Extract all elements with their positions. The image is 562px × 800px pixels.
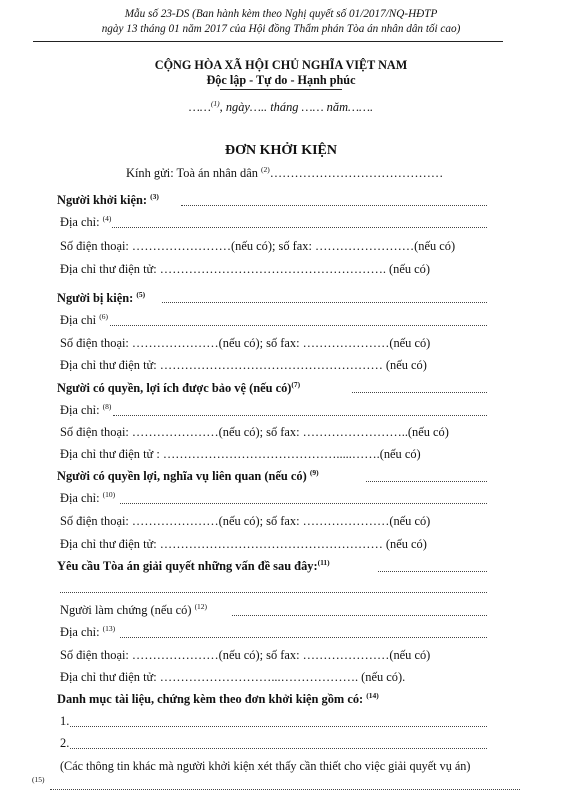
protected-heading-text: Người có quyền, lợi ích được bảo vệ (nếu có): [57, 381, 292, 395]
request-heading: [57, 559, 330, 574]
related-address-ref: (10): [102, 489, 116, 499]
request-fill-2[interactable]: [60, 592, 487, 593]
plaintiff-address-fill[interactable]: [112, 227, 487, 228]
protected-heading: [57, 381, 300, 396]
defendant-heading: [57, 291, 145, 306]
witness-fill[interactable]: [232, 615, 487, 616]
plaintiff-fill[interactable]: [181, 205, 487, 206]
page-title: ĐƠN KHỞI KIỆN: [224, 143, 337, 158]
protected-fill[interactable]: [352, 392, 487, 393]
other-info-fill[interactable]: [50, 789, 520, 790]
plaintiff-email-line: Địa chỉ thư điện tử: ………………………………………………. (nếu có): [60, 262, 430, 276]
related-ref: (9): [309, 467, 319, 477]
related-email-line: Địa chỉ thư điện tử: ……………………………………………… (nếu có): [60, 537, 427, 551]
plaintiff-address-text: Địa chỉ:: [60, 215, 103, 229]
related-heading-text: Người có quyền lợi, nghĩa vụ liên quan (nếu có): [57, 469, 310, 483]
witness-address-fill[interactable]: [120, 637, 487, 638]
other-info-line: (Các thông tin khác mà người khởi kiện xét thấy cần thiết cho việc giải quyết vụ án): [60, 759, 471, 773]
other-info-ref: (15): [32, 775, 45, 784]
witness-phone-line: Số điện thoại: …………………(nếu có); số fax: …………………(nếu có): [60, 648, 431, 662]
witness-address-label: [60, 625, 115, 640]
request-heading-text: Yêu cầu Tòa án giải quyết những vấn đề sau đây:: [57, 559, 318, 573]
slogan-underline: [220, 89, 342, 90]
country-name: CỘNG HÒA XÃ HỘI CHỦ NGHĨA VIỆT NAM: [154, 58, 408, 72]
related-fill[interactable]: [366, 481, 487, 482]
witness-heading: [60, 603, 207, 618]
header-rule: [33, 41, 503, 42]
defendant-phone-line: Số điện thoại: …………………(nếu có); số fax: …………………(nếu có): [60, 336, 431, 350]
protected-address-fill[interactable]: [113, 415, 487, 416]
defendant-address-text: Địa chỉ: [60, 313, 100, 327]
plaintiff-heading: [57, 193, 159, 208]
related-address-fill[interactable]: [120, 503, 487, 504]
documents-heading: [57, 692, 379, 707]
witness-address-text: Địa chỉ:: [60, 625, 103, 639]
defendant-ref: (5): [136, 289, 146, 299]
recipient-dots: ……………………………………: [269, 166, 444, 180]
protected-address-label: [60, 403, 111, 418]
request-ref: (11): [317, 557, 330, 567]
plaintiff-heading-text: Người khởi kiện:: [57, 193, 151, 207]
protected-ref: (7): [291, 379, 301, 389]
related-phone-line: Số điện thoại: …………………(nếu có); số fax: …………………(nếu có): [60, 514, 431, 528]
defendant-address-fill[interactable]: [110, 325, 487, 326]
document-item-2-fill[interactable]: [70, 748, 487, 749]
issuance-line: ngày 13 tháng 01 năm 2017 của Hội đồng Thẩm phán Tòa án nhân dân tối cao): [101, 23, 461, 35]
recipient-label: Kính gửi: Toà án nhân dân: [126, 166, 262, 180]
document-item-1-fill[interactable]: [70, 726, 487, 727]
date-location-dots: ……: [188, 100, 211, 114]
defendant-address-ref: (6): [99, 311, 108, 321]
recipient-ref: (2): [261, 164, 270, 174]
document-item-1: 1.: [60, 714, 70, 728]
plaintiff-phone-line: Số điện thoại: ……………………(nếu có); số fax: ……………………(nếu có): [60, 239, 456, 253]
plaintiff-address-ref: (4): [102, 213, 112, 223]
protected-address-text: Địa chỉ:: [60, 403, 103, 417]
related-address-label: [60, 491, 115, 506]
national-slogan: Độc lập - Tự do - Hạnh phúc: [206, 73, 356, 87]
date-line: [0, 100, 562, 115]
defendant-heading-text: Người bị kiện:: [57, 291, 137, 305]
plaintiff-address-label: [60, 215, 111, 230]
documents-ref: (14): [366, 690, 379, 700]
protected-phone-line: Số điện thoại: …………………(nếu có); số fax: ……………………..(nếu có): [60, 425, 449, 439]
defendant-email-line: Địa chỉ thư điện tử: ……………………………………………… (nếu có): [60, 358, 427, 372]
recipient-line: [126, 166, 443, 181]
defendant-fill[interactable]: [162, 302, 487, 303]
defendant-address-label: [60, 313, 108, 328]
request-fill-1[interactable]: [378, 571, 487, 572]
witness-heading-text: Người làm chứng (nếu có): [60, 603, 195, 617]
date-ref: (1): [210, 98, 220, 108]
protected-email-line: Địa chỉ thư điện tử : …………………………………….....…….(nếu có): [60, 447, 421, 461]
date-text: , ngày….. tháng …… năm…….: [219, 100, 374, 114]
form-number-line: Mẫu số 23-DS (Ban hành kèm theo Nghị quyết số 01/2017/NQ-HĐTP: [124, 8, 438, 20]
related-heading: [57, 469, 319, 484]
witness-email-line: Địa chỉ thư điện tử: ………………………...………………. (nếu có).: [60, 670, 406, 684]
plaintiff-ref: (3): [150, 191, 159, 201]
related-address-text: Địa chỉ:: [60, 491, 103, 505]
document-item-2: 2.: [60, 736, 70, 750]
witness-address-ref: (13): [102, 623, 116, 633]
protected-address-ref: (8): [102, 401, 112, 411]
documents-heading-text: Danh mục tài liệu, chứng kèm theo đơn khởi kiện gồm có:: [57, 692, 367, 706]
witness-ref: (12): [194, 601, 208, 611]
